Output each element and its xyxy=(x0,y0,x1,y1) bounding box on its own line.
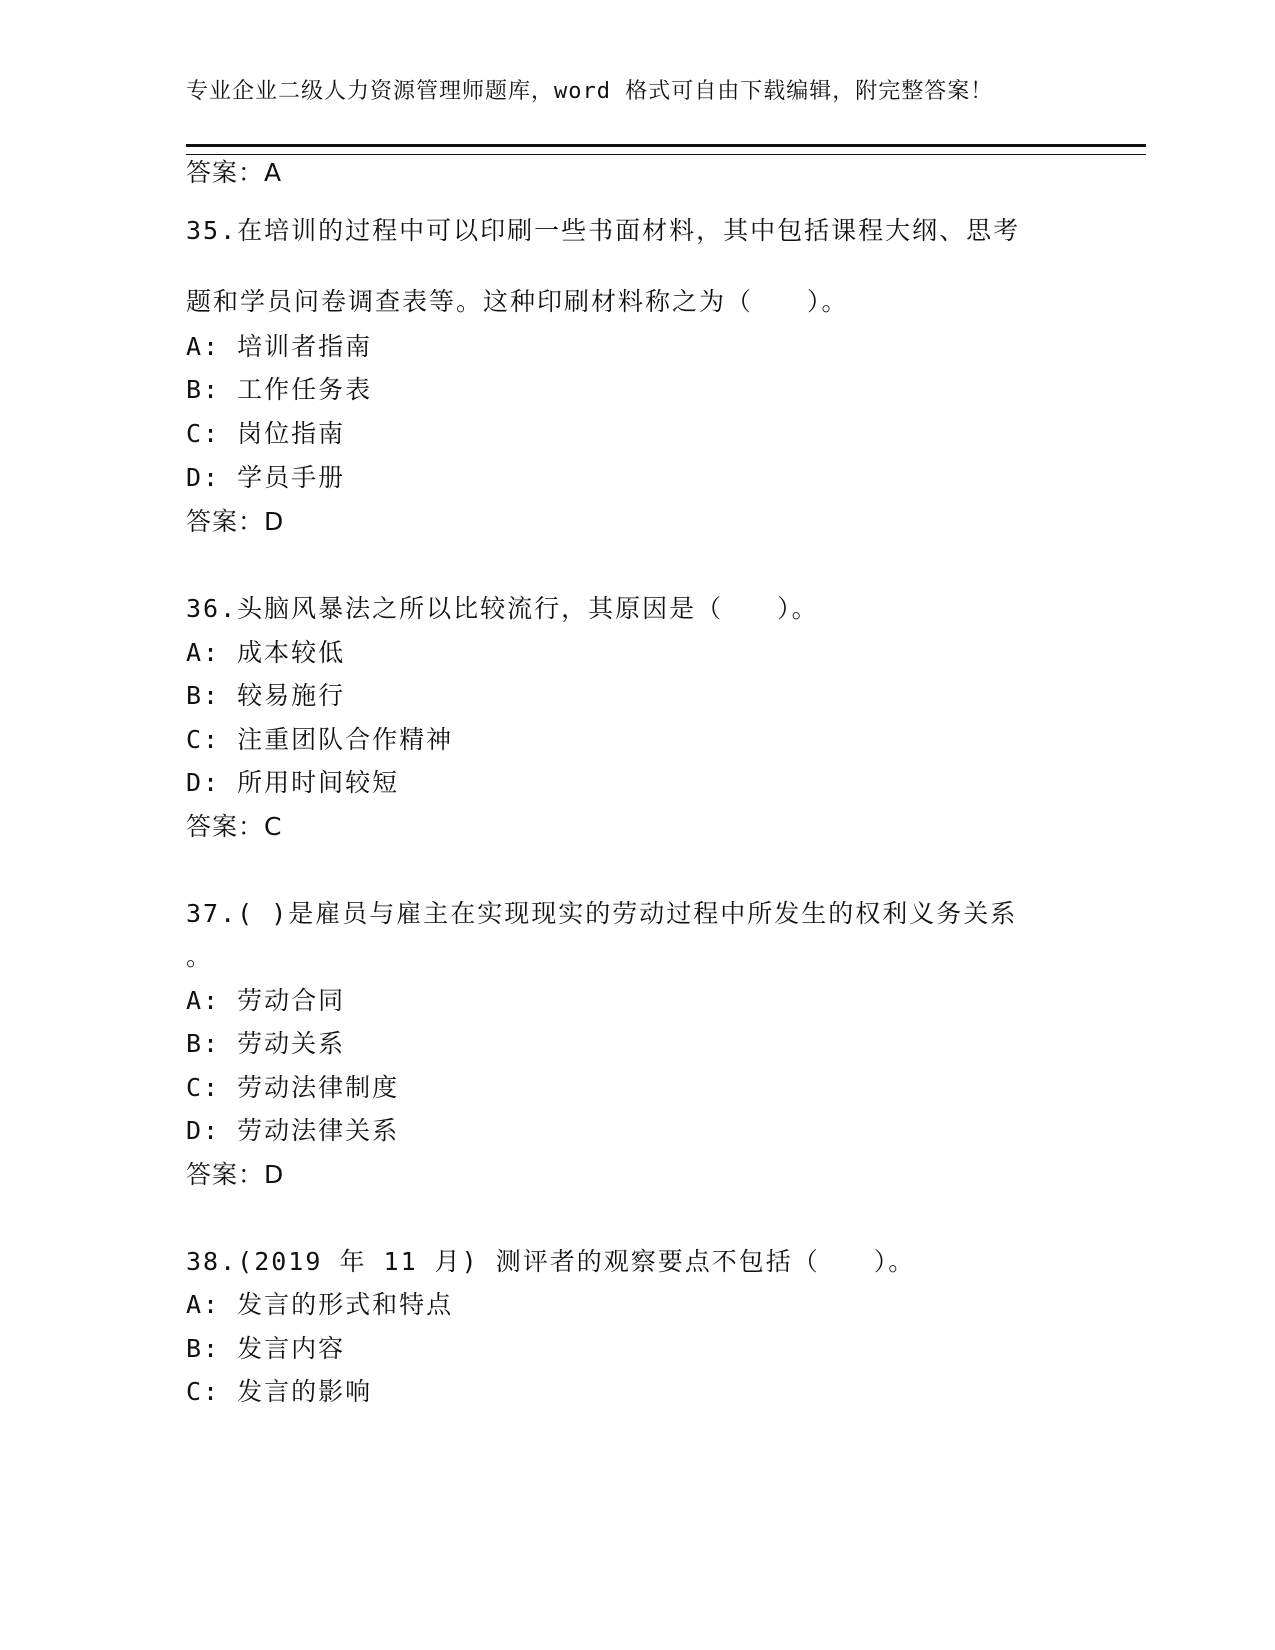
option-d: D: 劳动法律关系 xyxy=(186,1116,400,1145)
option-a: A: 劳动合同 xyxy=(186,986,346,1015)
option-c: C: 岗位指南 xyxy=(186,419,346,448)
header-text: 专业企业二级人力资源管理师题库，word 格式可自由下载编辑，附完整答案！ xyxy=(186,79,994,104)
answer: 答案：C xyxy=(186,812,283,841)
option-c: C: 发言的影响 xyxy=(186,1377,373,1406)
option-c: C: 注重团队合作精神 xyxy=(186,725,454,754)
question-stem-line: 35.在培训的过程中可以印刷一些书面材料，其中包括课程大纲、思考 xyxy=(186,216,1021,245)
answer: 答案：D xyxy=(186,1160,285,1189)
option-d: D: 学员手册 xyxy=(186,463,346,492)
question-stem-line: 37.( )是雇员与雇主在实现现实的劳动过程中所发生的权利义务关系 xyxy=(186,899,1018,928)
question-stem-line: 38.(2019 年 11 月) 测评者的观察要点不包括（ ）。 xyxy=(186,1247,916,1276)
option-b: B: 发言内容 xyxy=(186,1334,346,1363)
question-stem-line: 题和学员问卷调查表等。这种印刷材料称之为（ ）。 xyxy=(186,287,849,316)
previous-answer: 答案：A xyxy=(186,158,283,187)
option-b: B: 劳动关系 xyxy=(186,1029,346,1058)
option-c: C: 劳动法律制度 xyxy=(186,1073,400,1102)
option-a: A: 成本较低 xyxy=(186,638,346,667)
option-d: D: 所用时间较短 xyxy=(186,768,400,797)
option-a: A: 发言的形式和特点 xyxy=(186,1290,454,1319)
header-divider xyxy=(186,144,1146,155)
question-stem-line: 36.头脑风暴法之所以比较流行，其原因是（ ）。 xyxy=(186,594,819,623)
answer: 答案：D xyxy=(186,507,285,536)
question-stem-line: 。 xyxy=(186,942,214,971)
option-a: A: 培训者指南 xyxy=(186,332,373,361)
option-b: B: 工作任务表 xyxy=(186,375,373,404)
option-b: B: 较易施行 xyxy=(186,681,346,710)
